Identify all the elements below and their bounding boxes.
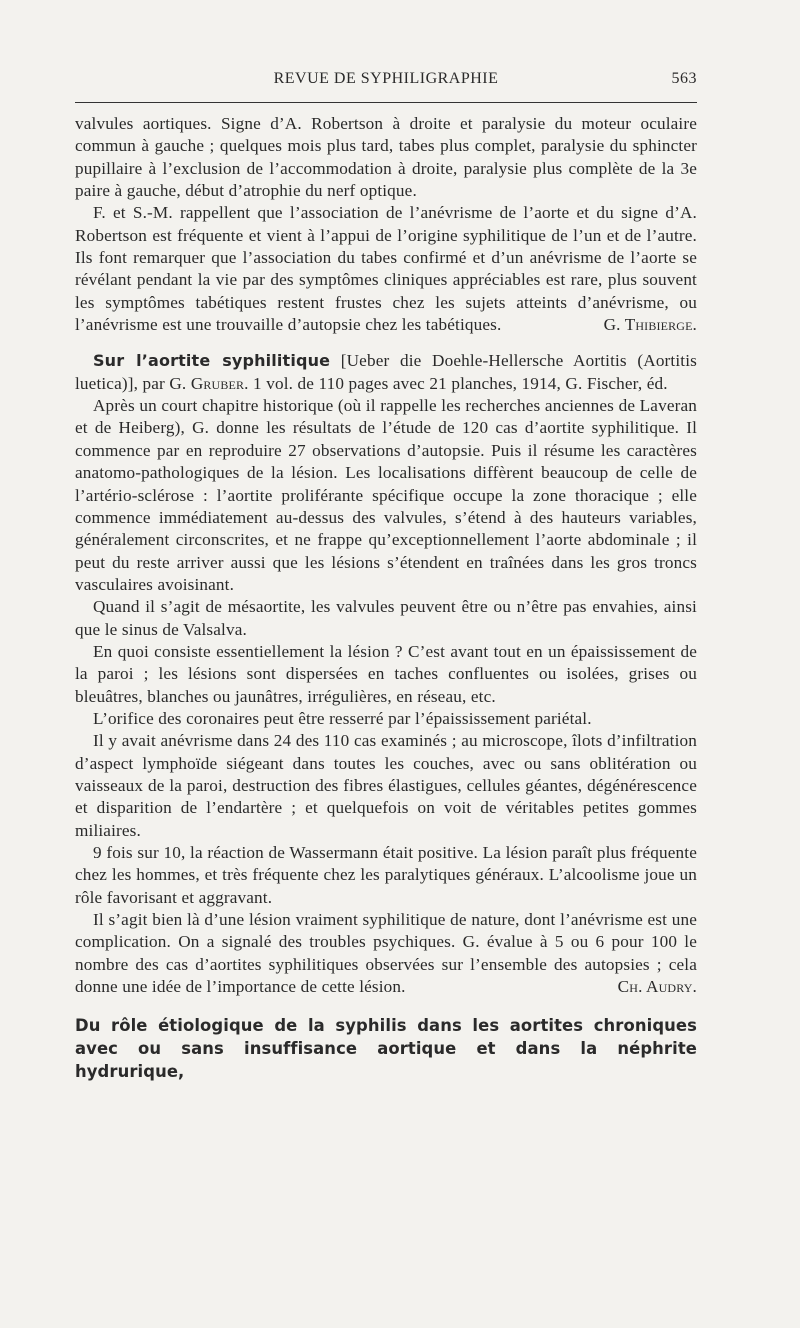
author: Gruber [190,373,245,393]
paragraph-text: Il s’agit bien là d’une lésion vraiment syphilitique de nature, dont l’anévrisme est une complication. On a signalé des troubles psychiques. G. évalue à 5 ou 6 pour 100 le nombre des cas d’aortites syphilitiques observées sur l’ensemble des autopsies ; cela donne une idée de l’importance de cette lésion. [75,910,697,997]
paragraph: Il y avait anévrisme dans 24 des 110 cas examinés ; au microscope, îlots d’infiltration d’aspect lymphoïde siégeant dans toutes les couches, avec ou sans oblitération ou vaisseaux de la paroi, destruction des fibres élastigues, cellules géantes, dégénérescence et disparition de l’endartère ; et quelquefois on voit de véritables petites gommes miliaires. [75,731,697,840]
review-title [75,350,697,395]
signature: Ch. Audry. [617,977,697,997]
paragraph: Quand il s’agit de mésaortite, les valvules peuvent être ou n’être pas envahies, ainsi que le sinus de Valsalva. [75,597,697,639]
review-1 [75,113,697,336]
paragraph: L’orifice des coronaires peut être resserré par l’épaississement pariétal. [93,708,592,728]
review-2 [75,350,697,998]
journal-title: REVUE DE SYPHILIGRAPHIE [273,70,499,87]
paragraph: En quoi consiste essentiellement la lésion ? C’est avant tout en un épaississement de la paroi ; les lésions sont dispersées en taches confluentes ou isolées, grises ou bleuâtres, blanches ou jaunâtres, irrégulières, en réseau, etc. [75,641,697,706]
paragraph: Après un court chapitre historique (où il rappelle les recherches anciennes de Laveran et de Heiberg), G. donne les résultats de l’étude de 120 cas d’aortite syphilitique. Il commence par en reproduire 27 observations d’autopsie. Puis il résume les caractères anatomo-pathologiques de la lésion. Les localisations diffèrent beaucoup de celle de l’artério-sclérose : l’aortite proliférante spécifique occupe la zone thoracique ; elle commence immédiatement au-dessus des valvules, s’étend à des hauteurs variables, généralement circonscrites, et ne frappe qu’exceptionnellement l’aorte abdominale ; il peut du reste arriver aussi que les lésions s’étendent en traînées dans les gros troncs vasculaires avoisinant. [75,396,697,594]
review-title-rest: [Ueber die Doehle-Hellersche Aortitis (Aortitis luetica)], par G. [75,351,697,393]
page-number: 563 [671,70,697,87]
page [75,60,697,1083]
paragraph-text: F. et S.-M. rappellent que l’association de l’anévrisme de l’aorte et du signe d’A. Robertson est fréquente et vient à l’appui de l’origine syphilitique de l’un et de l’autre. Ils font remarquer que l’association du tabes confirmé et d’un anévrisme de l’aorte se révélant pendant la vie par des symptômes cliniques appréciables est rare, plus souvent les symptômes tabétiques restent frustes chez les sujets atteints d’anévrisme, ou l’anévrisme est une trouvaille d’autopsie chez les tabétiques. [75,203,697,335]
review-3-title: Du rôle étiologique de la syphilis dans les aortites chroniques avec ou sans insuffisance aortique et dans la néphrite hydrurique, [75,1016,697,1082]
paragraph [75,909,697,998]
paragraph: valvules aortiques. Signe d’A. Robertson à droite et paralysie du moteur oculaire commun à gauche ; quelques mois plus tard, tabes plus complet, paralysie du sphincter pupillaire à l’exclusion de l’accommodation à droite, paralysie plus complète de la 3e paire à gauche, début d’atrophie du nerf optique. [75,114,697,201]
citation: . 1 vol. de 110 pages avec 21 planches, 1914, G. Fischer, éd. [244,373,668,393]
signature: G. Thibierge. [603,315,697,335]
running-header [75,60,697,90]
paragraph: 9 fois sur 10, la réaction de Wassermann était positive. La lésion paraît plus fréquente chez les hommes, et très fréquente chez les paralytiques généraux. L’alcoolisme joue un rôle favorisant et aggravant. [75,843,697,907]
paragraph [75,202,697,336]
header-rule [75,102,697,103]
review-title-bold: Sur l’aortite syphilitique [93,351,331,371]
